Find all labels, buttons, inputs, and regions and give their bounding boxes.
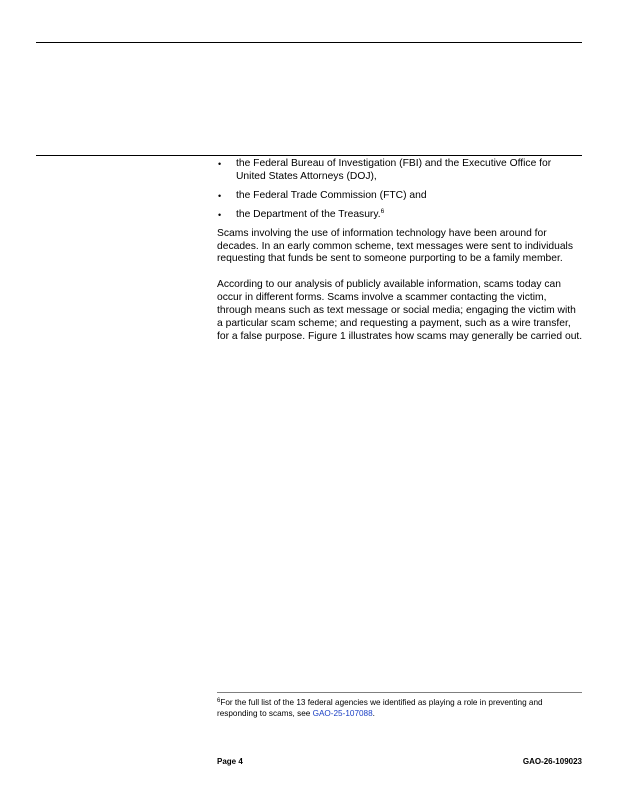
- paragraph-history: Scams involving the use of information technology have been around for decades. In an early common scheme, text messages were sent to individuals requesting that funds be sent to someone purporting to be a family member.: [217, 227, 573, 265]
- header-rule: [36, 42, 582, 43]
- bullet-text: the Department of the Treasury.: [236, 208, 381, 220]
- paragraph-scam-forms: According to our analysis of publicly available information, scams today can occur in different forms. Scams involve a scammer contacting the victim, through means such as text message or social media; engaging the victim with a particular scam scheme; and requesting a payment, such as a wire transfer, for a false purpose. Figure 1 illustrates how scams may generally be carried out.: [217, 279, 583, 342]
- agency-bullet-list: [217, 158, 583, 222]
- footnote-reference[interactable]: 6: [380, 207, 385, 215]
- bullet-text: the Federal Trade Commission (FTC) and: [236, 189, 427, 201]
- list-item: [217, 158, 583, 184]
- body-content: [217, 158, 583, 357]
- footnote-marker: 6: [217, 698, 221, 704]
- bullet-text: the Federal Bureau of Investigation (FBI) and the Executive Office for United States Attorneys (DOJ),: [236, 158, 552, 182]
- footnote-divider: [217, 692, 582, 693]
- list-item: [217, 190, 583, 203]
- report-link[interactable]: GAO-25-107088: [312, 708, 373, 718]
- footnote: [217, 698, 585, 719]
- page-number: Page 4: [217, 757, 243, 766]
- section-rule: [36, 155, 582, 156]
- report-number: GAO-26-109023: [522, 757, 582, 766]
- footnote-end: .: [372, 708, 375, 718]
- list-item: [217, 209, 583, 222]
- footnote-text: For the full list of the 13 federal agencies we identified as playing a role in preventing and responding to scams, see: [217, 698, 543, 718]
